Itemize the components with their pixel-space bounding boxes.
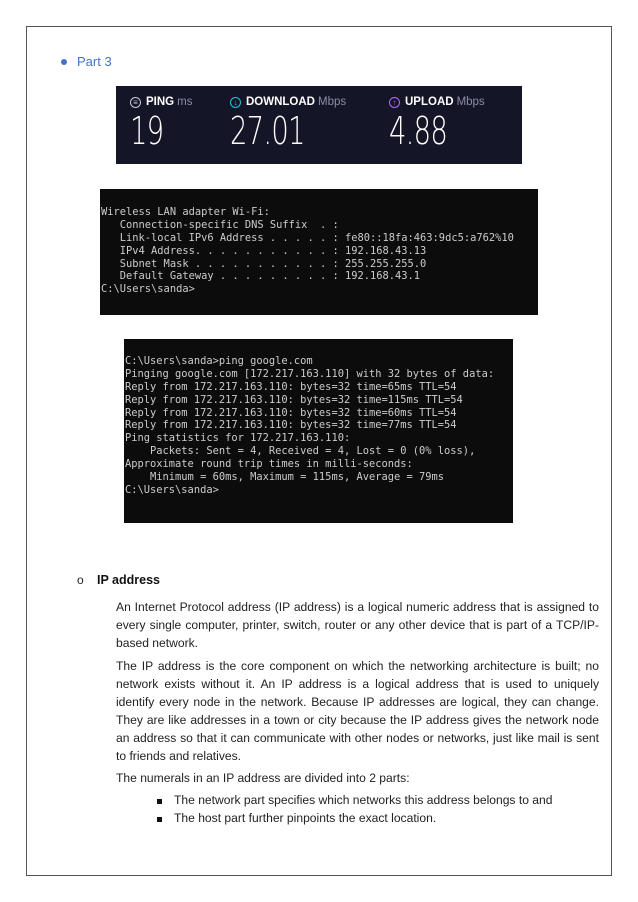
terminal-line: Reply from 172.217.163.110: bytes=32 time=115ms TTL=54 (125, 393, 463, 406)
ping-label: PING (146, 96, 175, 108)
ping-unit: ms (177, 96, 193, 108)
terminal-line: Default Gateway . . . . . . . . . : 192.168.43.1 (101, 270, 421, 283)
ping-metric (130, 96, 192, 153)
upload-unit: Mbps (456, 96, 485, 108)
download-arrow-icon: ↓ (230, 97, 241, 108)
section-heading: IP address (97, 573, 161, 587)
paragraph: An Internet Protocol address (IP address) is a logical numeric address that is assigned to every single computer, printer, switch, router or any other device that is part of a TCP/IP-based network. (116, 600, 599, 650)
bullet-disc (61, 59, 67, 65)
terminal-line: Wireless LAN adapter Wi-Fi: (101, 205, 270, 218)
sub-bullet: o (77, 573, 84, 587)
upload-value: 4.88 (389, 109, 448, 153)
square-bullet (157, 817, 162, 822)
terminal-line: Reply from 172.217.163.110: bytes=32 time=60ms TTL=54 (125, 406, 457, 419)
terminal-line: Reply from 172.217.163.110: bytes=32 time=65ms TTL=54 (125, 380, 457, 393)
ping-value: 19 (130, 109, 164, 153)
speedtest-panel (116, 86, 522, 164)
square-bullet (157, 799, 162, 804)
upload-label: UPLOAD (405, 96, 454, 108)
download-metric (230, 96, 346, 153)
terminal-line: C:\Users\sanda>ping google.com (125, 354, 313, 367)
terminal-line: Minimum = 60ms, Maximum = 115ms, Average = 79ms (125, 471, 445, 484)
list-item: The network part specifies which networks this address belongs to and (174, 793, 553, 807)
terminal-prompt: C:\Users\sanda> (101, 283, 195, 296)
terminal-line: Ping statistics for 172.217.163.110: (125, 432, 351, 445)
terminal-line: Approximate round trip times in milli-seconds: (125, 458, 413, 471)
section-label: Part 3 (77, 54, 112, 69)
upload-arrow-icon: ↑ (389, 97, 400, 108)
ping-icon: ≡ (130, 97, 141, 108)
ipconfig-terminal (100, 189, 538, 315)
terminal-line: Connection-specific DNS Suffix . : (101, 218, 339, 231)
paragraph: The IP address is the core component on which the networking architecture is built; no network exists without it. An IP address is a logical address that is used to uniquely identify every node in the network. Because IP addresses are logical, they can change. They are like addresses in a town or city because the IP address gives the network node an address so that it can communicate with other nodes or networks, just like mail is sent to friends and relatives. (116, 659, 599, 763)
download-unit: Mbps (318, 96, 347, 108)
upload-metric (389, 96, 485, 153)
list-item: The host part further pinpoints the exact location. (174, 811, 437, 825)
download-value: 27.01 (230, 109, 305, 153)
terminal-prompt: C:\Users\sanda> (125, 483, 219, 496)
terminal-line: IPv4 Address. . . . . . . . . . . : 192.168.43.13 (101, 244, 427, 257)
download-label: DOWNLOAD (246, 96, 315, 108)
terminal-line: Packets: Sent = 4, Received = 4, Lost = 0 (0% loss), (125, 445, 476, 458)
terminal-line: Pinging google.com [172.217.163.110] with 32 bytes of data: (125, 367, 495, 380)
terminal-line: Reply from 172.217.163.110: bytes=32 time=77ms TTL=54 (125, 419, 457, 432)
terminal-line: Subnet Mask . . . . . . . . . . . : 255.255.255.0 (101, 257, 427, 270)
terminal-line: Link-local IPv6 Address . . . . . : fe80::18fa:463:9dc5:a762%10 (101, 231, 514, 244)
paragraph: The numerals in an IP address are divided into 2 parts: (116, 771, 410, 785)
ping-terminal (124, 339, 513, 523)
